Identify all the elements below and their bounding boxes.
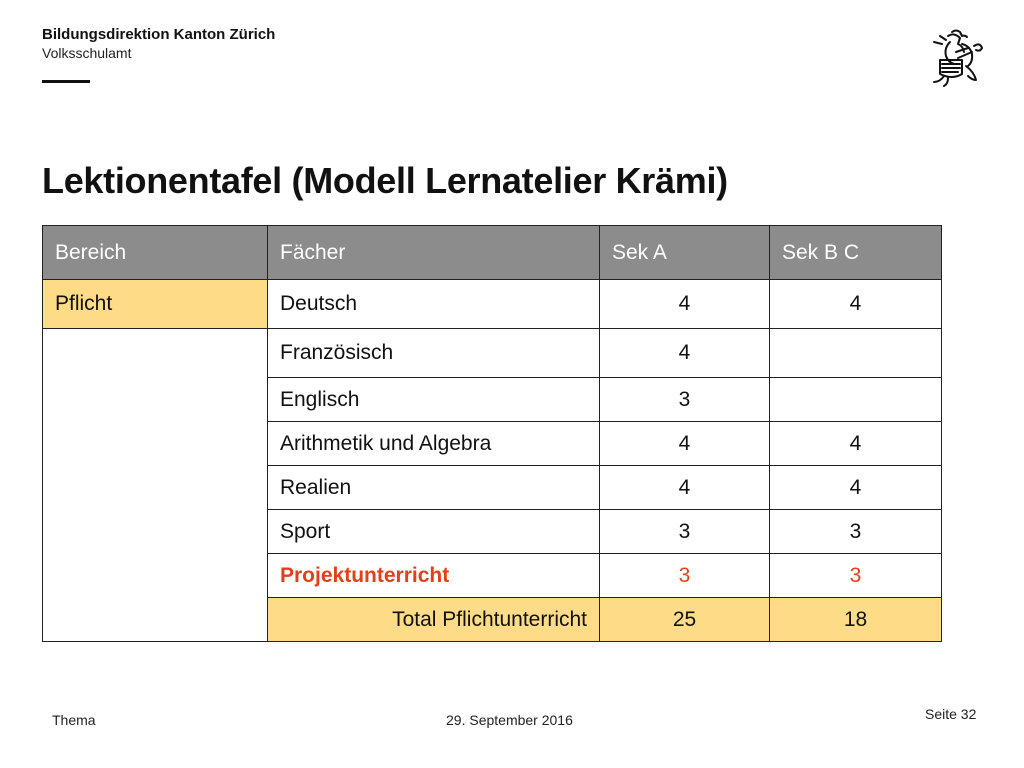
header-bereich: Bereich bbox=[43, 226, 268, 280]
header-sek-a: Sek A bbox=[600, 226, 770, 280]
sek-bc-cell-project: 3 bbox=[770, 554, 942, 598]
lesson-table bbox=[42, 225, 942, 642]
sek-a-cell: 4 bbox=[600, 466, 770, 510]
subject-cell: Realien bbox=[268, 466, 600, 510]
total-sek-a-cell: 25 bbox=[600, 598, 770, 642]
subject-cell: Französisch bbox=[268, 329, 600, 378]
subject-cell: Sport bbox=[268, 510, 600, 554]
sek-bc-cell bbox=[770, 378, 942, 422]
sek-a-cell-project: 3 bbox=[600, 554, 770, 598]
footer-date: 29. September 2016 bbox=[446, 712, 573, 728]
subject-cell: Englisch bbox=[268, 378, 600, 422]
page-number: Seite 32 bbox=[925, 706, 977, 722]
subject-cell-project: Projektunterricht bbox=[268, 554, 600, 598]
footer-topic: Thema bbox=[52, 712, 96, 728]
subject-cell: Arithmetik und Algebra bbox=[268, 422, 600, 466]
bereich-cell: Pflicht bbox=[43, 280, 268, 329]
organization-name: Bildungsdirektion Kanton Zürich bbox=[42, 26, 276, 43]
header-sek-bc: Sek B C bbox=[770, 226, 942, 280]
header-divider bbox=[42, 80, 90, 83]
table-row bbox=[43, 280, 942, 329]
total-sek-bc-cell: 18 bbox=[770, 598, 942, 642]
sek-bc-cell: 4 bbox=[770, 466, 942, 510]
sek-bc-cell: 4 bbox=[770, 422, 942, 466]
sek-a-cell: 4 bbox=[600, 329, 770, 378]
sek-a-cell: 4 bbox=[600, 422, 770, 466]
sek-a-cell: 4 bbox=[600, 280, 770, 329]
sek-bc-cell: 3 bbox=[770, 510, 942, 554]
bereich-empty-cell bbox=[43, 329, 268, 642]
table-row bbox=[43, 329, 942, 378]
sek-a-cell: 3 bbox=[600, 510, 770, 554]
sek-bc-cell: 4 bbox=[770, 280, 942, 329]
sek-bc-cell bbox=[770, 329, 942, 378]
table-header-row bbox=[43, 226, 942, 280]
header-faecher: Fächer bbox=[268, 226, 600, 280]
sek-a-cell: 3 bbox=[600, 378, 770, 422]
page-title: Lektionentafel (Modell Lernatelier Krämi) bbox=[42, 160, 728, 201]
canton-lion-logo bbox=[926, 26, 986, 88]
total-label-cell: Total Pflichtunterricht bbox=[268, 598, 600, 642]
subject-cell: Deutsch bbox=[268, 280, 600, 329]
department-name: Volksschulamt bbox=[42, 45, 132, 61]
